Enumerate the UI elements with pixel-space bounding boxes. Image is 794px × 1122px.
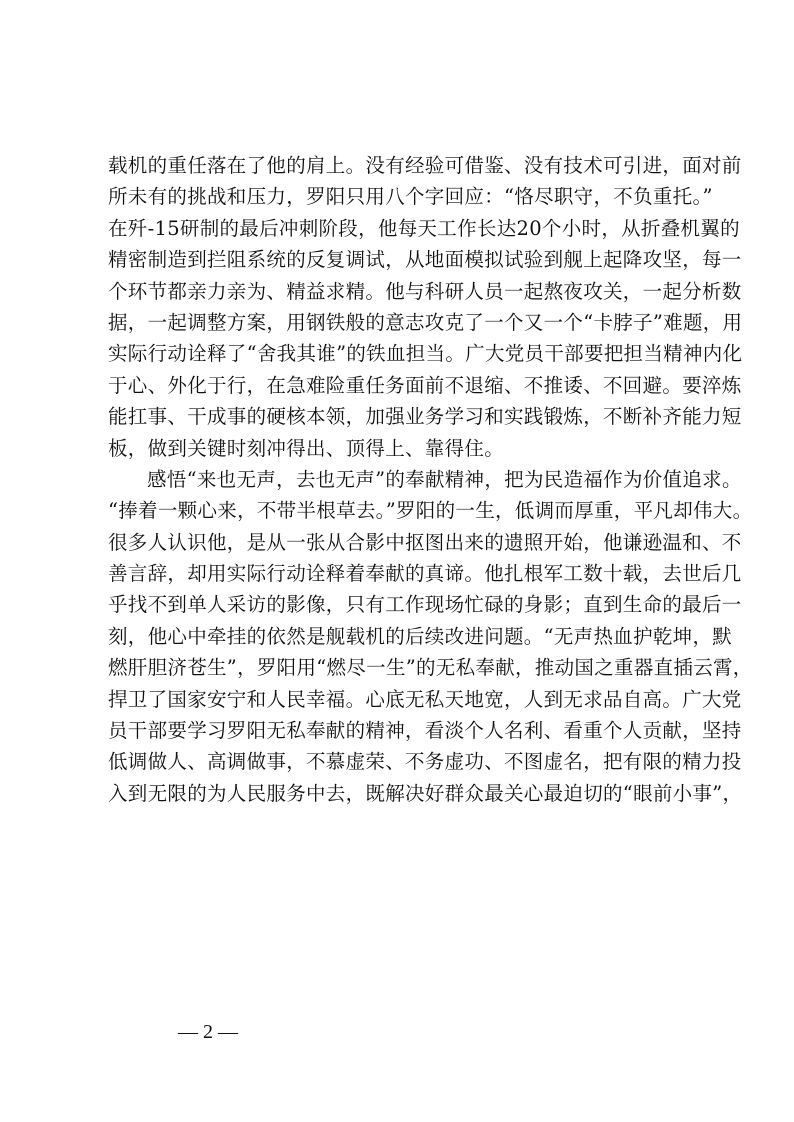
text-line: 善言辞，却用实际行动诠释着奉献的真谛。他扎根军工数十载，去世后几: [108, 562, 742, 586]
text-line: 精密制造到拦阻系统的反复调试，从地面模拟试验到舰上起降攻坚，每一: [108, 248, 742, 272]
text-line: 所未有的挑战和压力，罗阳只用八个字回应：“恪尽职守，不负重托。”: [108, 185, 713, 209]
text-line: 员干部要学习罗阳无私奉献的精神，看淡个人名利、看重个人贡献，坚持: [108, 719, 742, 743]
paragraph-last-line: 板，做到关键时刻冲得出、顶得上、靠得住。: [108, 436, 505, 460]
text-line: 在歼-15研制的最后冲刺阶段，他每天工作长达20个小时，从折叠机翼的: [108, 216, 740, 240]
text-line: 入到无限的为人民服务中去，既解决好群众最关心最迫切的“眼前小事”，: [108, 781, 743, 805]
text-line: 捍卫了国家安宁和人民幸福。心底无私天地宽，人到无求品自高。广大党: [108, 687, 742, 711]
page-number: — 2 —: [178, 1021, 238, 1043]
text-line: 载机的重任落在了他的肩上。没有经验可借鉴、没有技术可引进，面对前: [108, 154, 742, 177]
text-line: 据，一起调整方案，用钢铁般的意志攻克了一个又一个“卡脖子”难题，用: [108, 310, 743, 334]
text-line: 很多人认识他，是从一张从合影中抠图出来的遗照开始，他谦逊温和、不: [108, 530, 742, 554]
text-line: 实际行动诠释了“舍我其谁”的铁血担当。广大党员干部要把担当精神内化: [108, 342, 743, 366]
text-line: 刻，他心中牵挂的依然是舰载机的后续改进问题。“无声热血护乾坤，默: [108, 624, 733, 648]
body-text: [108, 150, 753, 809]
text-line: 燃肝胆济苍生”，罗阳用“燃尽一生”的无私奉献，推动国之重器直插云霄，: [108, 656, 753, 680]
text-line: 低调做人、高调做事，不慕虚荣、不务虚功、不图虚名，把有限的精力投: [108, 750, 742, 774]
paragraph-first-line: 感悟“来也无声，去也无声”的奉献精神，把为民造福作为价值追求。: [147, 467, 742, 491]
text-line: 乎找不到单人采访的影像，只有工作现场忙碌的身影；直到生命的最后一: [108, 593, 742, 617]
text-line: “捧着一颗心来，不带半根草去。”罗阳的一生，低调而厚重，平凡却伟大。: [108, 499, 753, 523]
text-line: 于心、外化于行，在急难险重任务面前不退缩、不推诿、不回避。要淬炼: [108, 373, 742, 397]
text-line: 能扛事、干成事的硬核本领，加强业务学习和实践锻炼，不断补齐能力短: [108, 405, 742, 429]
text-line: 个环节都亲力亲为、精益求精。他与科研人员一起熬夜攻关，一起分析数: [108, 279, 742, 303]
